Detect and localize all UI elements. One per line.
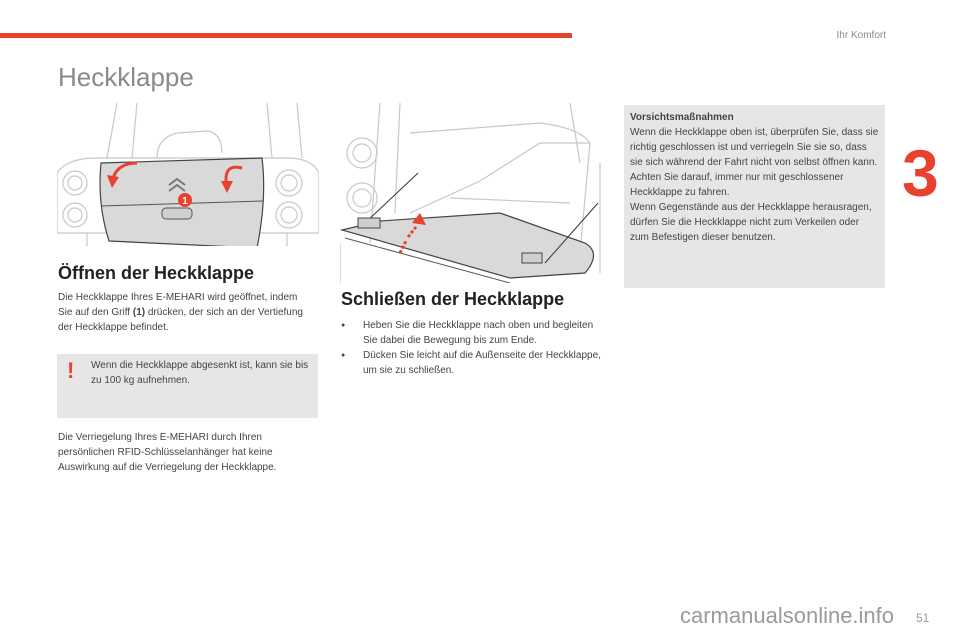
precautions-paragraph: Wenn Gegenstände aus der Heckklappe herausragen, dürfen Sie die Heckklappe nicht zum Verkeilen oder zum Befestigen dieser benutzen. — [630, 202, 872, 243]
tailgate-open-illustration — [57, 103, 319, 246]
precautions-title: Vorsichtsmaßnahmen — [630, 112, 734, 123]
precautions-box — [624, 105, 885, 288]
svg-text:1: 1 — [182, 196, 188, 207]
precautions-paragraph: Wenn die Heckklappe oben ist, überprüfen Sie, dass sie richtig geschlossen ist und verriegeln Sie sie so, dass sie sich während der Fahrt nicht von selbst öffnen kann. — [630, 127, 879, 168]
chapter-number: 3 — [902, 136, 939, 210]
rfid-note: Die Verriegelung Ihres E-MEHARI durch Ihren persönlichen RFID-Schlüsselanhänger hat keine Auswirkung auf die Verriegelung der Heckklappe. — [58, 432, 277, 473]
accent-bar — [0, 33, 572, 38]
close-heading: Schließen der Heckklappe — [341, 289, 565, 309]
page-title: Heckklappe — [58, 62, 194, 92]
open-heading: Öffnen der Heckklappe — [58, 263, 255, 283]
watermark: carmanualsonline.info — [680, 603, 895, 628]
close-steps — [341, 318, 606, 378]
warning-text: Wenn die Heckklappe abgesenkt ist, kann sie bis zu 100 kg aufnehmen. — [91, 360, 309, 386]
section-label: Ihr Komfort — [836, 30, 886, 41]
page-number: 51 — [916, 611, 930, 625]
open-intro: Die Heckklappe Ihres E-MEHARI wird geöffnet, indem Sie auf den Griff (1) drücken, der sich an der Vertiefung der Heckklappe befindet. — [58, 292, 303, 333]
list-item: ● Dücken Sie leicht auf die Außenseite der Heckklappe, um sie zu schließen. — [341, 348, 606, 378]
warning-box — [57, 354, 318, 418]
exclamation-icon: ! — [67, 358, 75, 383]
precautions-paragraph: Achten Sie darauf, immer nur mit geschlossener Heckklappe zu fahren. — [630, 172, 844, 198]
list-item: ● Heben Sie die Heckklappe nach oben und begleiten Sie dabei die Bewegung bis zum Ende. — [341, 318, 606, 348]
tailgate-close-illustration — [340, 103, 602, 283]
